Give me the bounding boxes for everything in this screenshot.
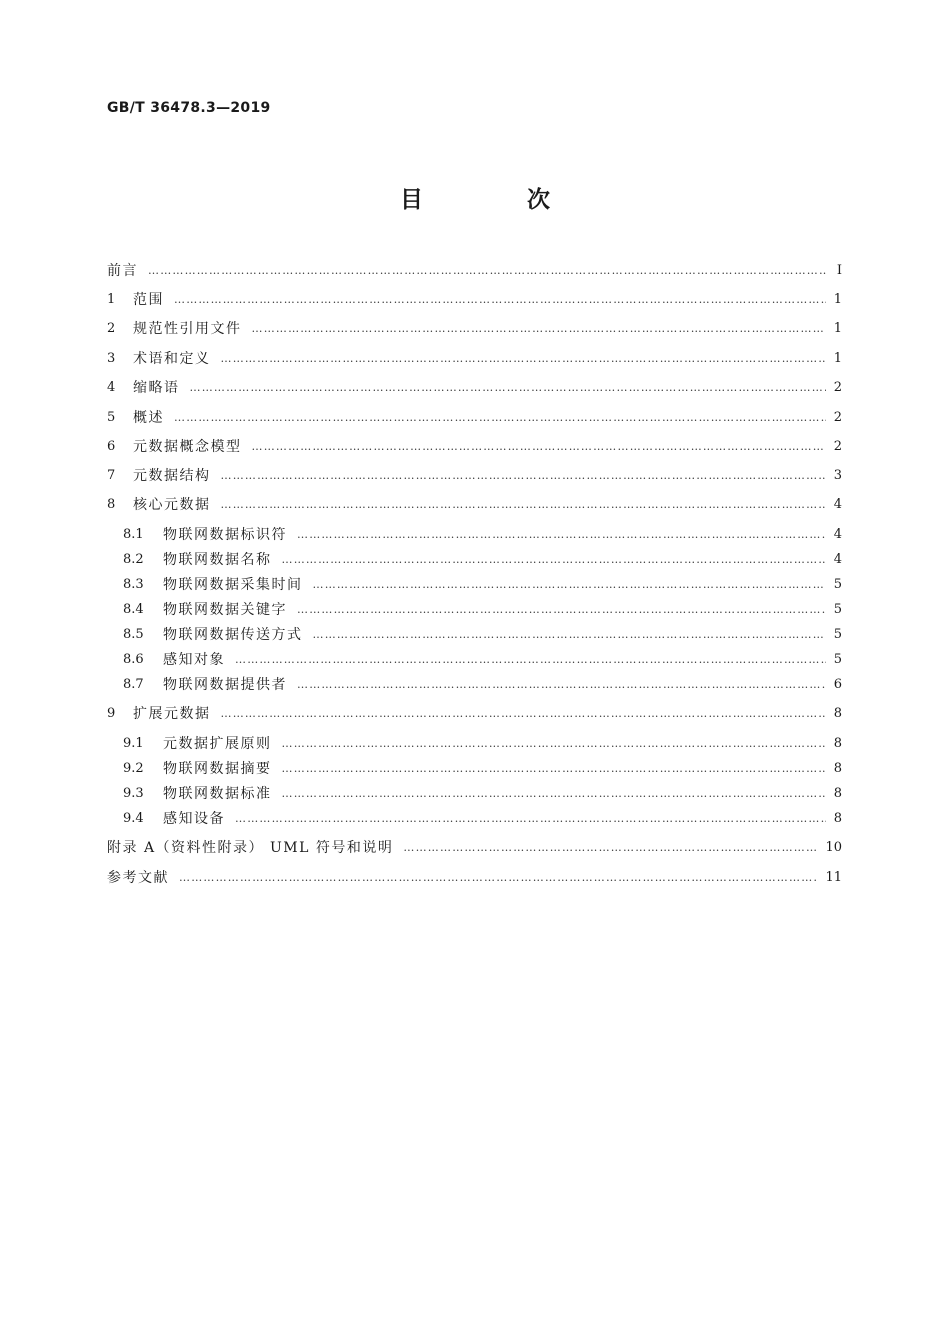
toc-entry-number: 9.3 (123, 786, 144, 801)
leader-dots (235, 649, 826, 671)
toc-entry-number: 6 (107, 439, 116, 454)
toc-entry-8-3[interactable] (123, 574, 842, 596)
leader-dots (221, 494, 826, 516)
toc-entry-8-1[interactable] (123, 524, 842, 546)
leader-dots (252, 318, 826, 340)
toc-entry-3[interactable] (107, 348, 842, 370)
leader-dots (282, 783, 826, 805)
toc-entry-page: 8 (833, 811, 842, 826)
toc-entry-label: 前言 (107, 263, 138, 279)
toc-entry-8-2[interactable] (123, 549, 842, 571)
toc-entry-number: 9.1 (123, 736, 144, 751)
toc-entry-9[interactable] (107, 703, 842, 725)
toc-entry-page: 1 (833, 351, 842, 366)
toc-entry-label: 元数据扩展原则 (163, 736, 272, 752)
leader-dots (235, 808, 826, 830)
standard-code: GB/T 36478.3—2019 (107, 100, 271, 116)
toc-entry-page: Ⅰ (836, 263, 842, 278)
toc-entry-7[interactable] (107, 465, 842, 487)
toc-entry-number: 9.4 (123, 811, 144, 826)
toc-entry-number: 1 (107, 292, 116, 307)
toc-entry-appendix-a[interactable] (107, 837, 842, 859)
toc-entry-number: 4 (107, 380, 116, 395)
toc-entry-number: 9.2 (123, 761, 144, 776)
toc-entry-8-6[interactable] (123, 649, 842, 671)
toc-entry-number: 8.7 (123, 677, 144, 692)
toc-entry-page: 8 (833, 706, 842, 721)
toc-entry-page: 3 (833, 468, 842, 483)
toc-entry-label: 元数据概念模型 (133, 439, 242, 455)
toc-entry-9-1[interactable] (123, 733, 842, 755)
toc-entry-page: 4 (833, 497, 842, 512)
toc-entry-label: 感知对象 (163, 652, 225, 668)
toc-entry-label: 规范性引用文件 (133, 321, 242, 337)
toc-entry-number: 8.2 (123, 552, 144, 567)
toc-entry-6[interactable] (107, 436, 842, 458)
toc-entry-page: 1 (833, 321, 842, 336)
toc-entry-8-4[interactable] (123, 599, 842, 621)
toc-entry-page: 5 (833, 577, 842, 592)
toc-entry-label: 物联网数据标准 (163, 786, 272, 802)
toc-entry-label: 物联网数据名称 (163, 552, 272, 568)
toc-entry-label: 物联网数据关键字 (163, 602, 287, 618)
toc-entry-number: 8.5 (123, 627, 144, 642)
leader-dots (403, 837, 817, 859)
toc-entry-label: 扩展元数据 (133, 706, 211, 722)
toc-entry-8[interactable] (107, 494, 842, 516)
leader-dots (221, 348, 826, 370)
toc-entry-page: 4 (833, 552, 842, 567)
leader-dots (252, 436, 826, 458)
toc-entry-page: 5 (833, 652, 842, 667)
toc-entry-4[interactable] (107, 377, 842, 399)
toc-entry-number: 8.6 (123, 652, 144, 667)
toc-entry-9-2[interactable] (123, 758, 842, 780)
toc-entry-number: 8.3 (123, 577, 144, 592)
toc-entry-9-3[interactable] (123, 783, 842, 805)
leader-dots (282, 733, 826, 755)
toc-entry-page: 8 (833, 761, 842, 776)
toc-entry-page: 1 (833, 292, 842, 307)
toc-entry-label: 附录 A（资料性附录） UML 符号和说明 (107, 840, 394, 856)
toc-entry-number: 7 (107, 468, 116, 483)
toc-entry-page: 5 (833, 627, 842, 642)
toc-entry-9-4[interactable] (123, 808, 842, 830)
toc-entry-page: 5 (833, 602, 842, 617)
toc-entry-2[interactable] (107, 318, 842, 340)
toc-entry-label: 缩略语 (133, 380, 180, 396)
toc-entry-8-5[interactable] (123, 624, 842, 646)
toc-entry-number: 2 (107, 321, 116, 336)
toc-entry-page: 6 (833, 677, 842, 692)
toc-entry-5[interactable] (107, 407, 842, 429)
toc-entry-foreword[interactable] (107, 260, 842, 282)
leader-dots (297, 599, 826, 621)
toc-entry-label: 概述 (133, 410, 164, 426)
leader-dots (179, 867, 817, 889)
toc-entry-label: 物联网数据采集时间 (163, 577, 303, 593)
toc-entry-label: 感知设备 (163, 811, 225, 827)
leader-dots (174, 407, 826, 429)
toc-entry-number: 3 (107, 351, 116, 366)
page-title: 目 次 (399, 187, 598, 213)
toc-entry-label: 核心元数据 (133, 497, 211, 513)
leader-dots (282, 549, 826, 571)
toc-entry-page: 8 (833, 786, 842, 801)
leader-dots (297, 674, 826, 696)
toc-entry-page: 4 (833, 527, 842, 542)
toc-entry-label: 物联网数据传送方式 (163, 627, 303, 643)
leader-dots (313, 624, 826, 646)
toc-entry-1[interactable] (107, 289, 842, 311)
leader-dots (313, 574, 826, 596)
toc-entry-page: 10 (825, 840, 842, 855)
toc-entry-label: 物联网数据摘要 (163, 761, 272, 777)
leader-dots (174, 289, 826, 311)
toc-entry-label: 参考文献 (107, 870, 169, 886)
leader-dots (282, 758, 826, 780)
toc-entry-label: 物联网数据提供者 (163, 677, 287, 693)
toc-entry-page: 2 (833, 380, 842, 395)
toc-entry-number: 8 (107, 497, 116, 512)
toc-entry-label: 范围 (133, 292, 164, 308)
toc-entry-page: 8 (833, 736, 842, 751)
toc-entry-page: 2 (833, 410, 842, 425)
leader-dots (297, 524, 826, 546)
toc-entry-8-7[interactable] (123, 674, 842, 696)
leader-dots (148, 260, 826, 282)
leader-dots (190, 377, 826, 399)
toc-entry-number: 9 (107, 706, 116, 721)
toc-entry-label: 物联网数据标识符 (163, 527, 287, 543)
leader-dots (221, 703, 826, 725)
toc-entry-number: 8.1 (123, 527, 144, 542)
toc-entry-label: 元数据结构 (133, 468, 211, 484)
toc-entry-page: 11 (825, 870, 842, 885)
toc-entry-number: 8.4 (123, 602, 144, 617)
leader-dots (221, 465, 826, 487)
toc-entry-references[interactable] (107, 867, 842, 889)
toc-entry-number: 5 (107, 410, 116, 425)
toc-entry-page: 2 (833, 439, 842, 454)
toc-entry-label: 术语和定义 (133, 351, 211, 367)
